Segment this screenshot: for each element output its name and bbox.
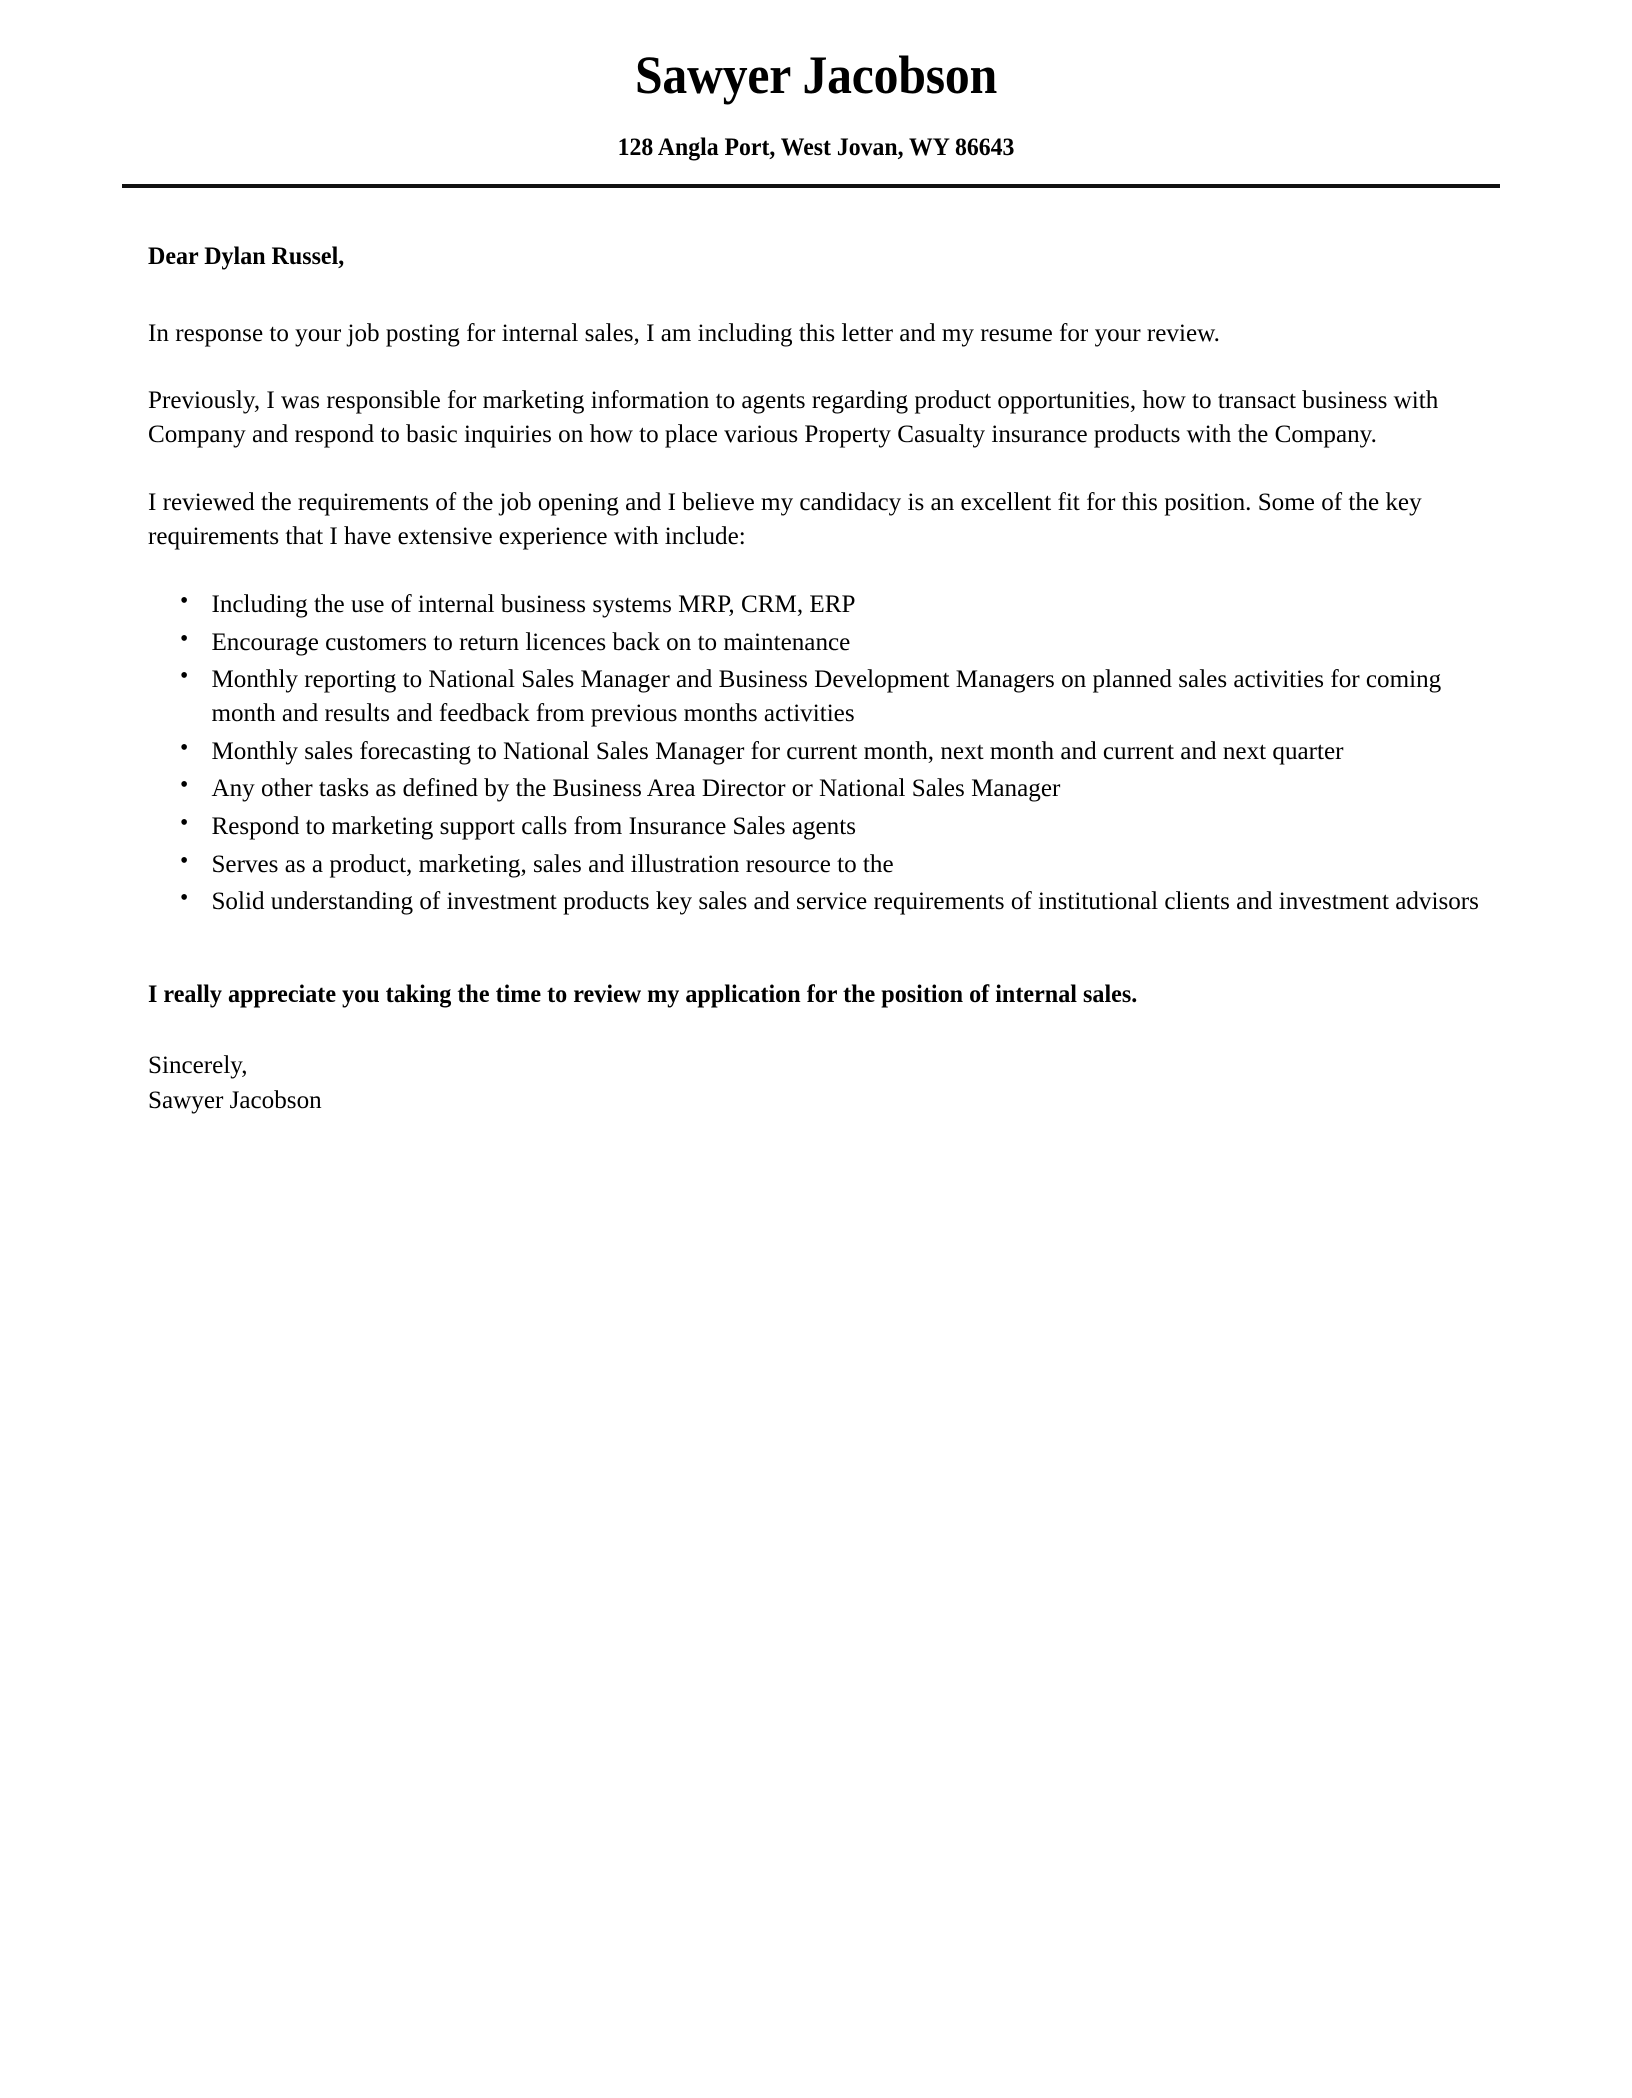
signature-name: Sawyer Jacobson xyxy=(148,1085,322,1115)
body-paragraph-3: I reviewed the requirements of the job opening and I believe my candidacy is an excellent fit for this position. Some of the key requirements that I have extensive experience with include: xyxy=(148,487,1422,551)
bullet-icon: • xyxy=(179,885,189,912)
requirements-list xyxy=(148,587,1500,918)
body-paragraph-2: Previously, I was responsible for marketing information to agents regarding product opportunities, how to transact business with Company and respond to basic inquiries on how to place various Property Casualty insurance products with the Company. xyxy=(148,385,1439,449)
list-item-label: Solid understanding of investment products key sales and service requirements of institutional clients and investment advisors xyxy=(211,886,1479,916)
signoff-block xyxy=(148,1047,1480,1117)
body-paragraph-1: In response to your job posting for internal sales, I am including this letter and my resume for your review. xyxy=(148,317,1220,347)
list-item xyxy=(176,587,1480,621)
list-item xyxy=(176,625,1480,659)
list-item-label: Any other tasks as defined by the Business Area Director or National Sales Manager xyxy=(211,773,1061,803)
list-item xyxy=(176,884,1480,918)
list-item-label: Encourage customers to return licences back on to maintenance xyxy=(211,626,851,656)
bullet-icon: • xyxy=(179,810,189,837)
closing-statement: I really appreciate you taking the time to review my application for the position of internal sales. xyxy=(148,981,1138,1008)
list-item xyxy=(176,847,1480,881)
list-item xyxy=(176,771,1480,805)
list-item-label: Serves as a product, marketing, sales and illustration resource to the xyxy=(211,848,894,878)
bullet-icon: • xyxy=(179,847,189,874)
list-item xyxy=(176,662,1480,729)
salutation: Dear Dylan Russel, xyxy=(148,243,345,271)
list-item-label: Respond to marketing support calls from Insurance Sales agents xyxy=(211,811,857,841)
bullet-icon: • xyxy=(179,663,189,690)
bullet-icon: • xyxy=(179,588,189,615)
list-item xyxy=(176,809,1480,843)
applicant-address: 128 Angla Port, West Jovan, WY 86643 xyxy=(617,134,1015,162)
letter-body xyxy=(0,188,1632,1117)
list-item-label: Monthly reporting to National Sales Manager and Business Development Managers on planned sales activities for coming month and results and feedback from previous months activities xyxy=(211,664,1442,728)
list-item xyxy=(176,734,1480,768)
bullet-icon: • xyxy=(179,625,189,652)
list-item-label: Monthly sales forecasting to National Sales Manager for current month, next month and current and next quarter xyxy=(211,735,1344,765)
list-item-label: Including the use of internal business systems MRP, CRM, ERP xyxy=(211,589,856,619)
letterhead xyxy=(0,0,1632,162)
bullet-icon: • xyxy=(179,772,189,799)
applicant-name: Sawyer Jacobson xyxy=(634,45,998,105)
signoff-salutation: Sincerely, xyxy=(148,1050,248,1080)
bullet-icon: • xyxy=(179,734,189,761)
